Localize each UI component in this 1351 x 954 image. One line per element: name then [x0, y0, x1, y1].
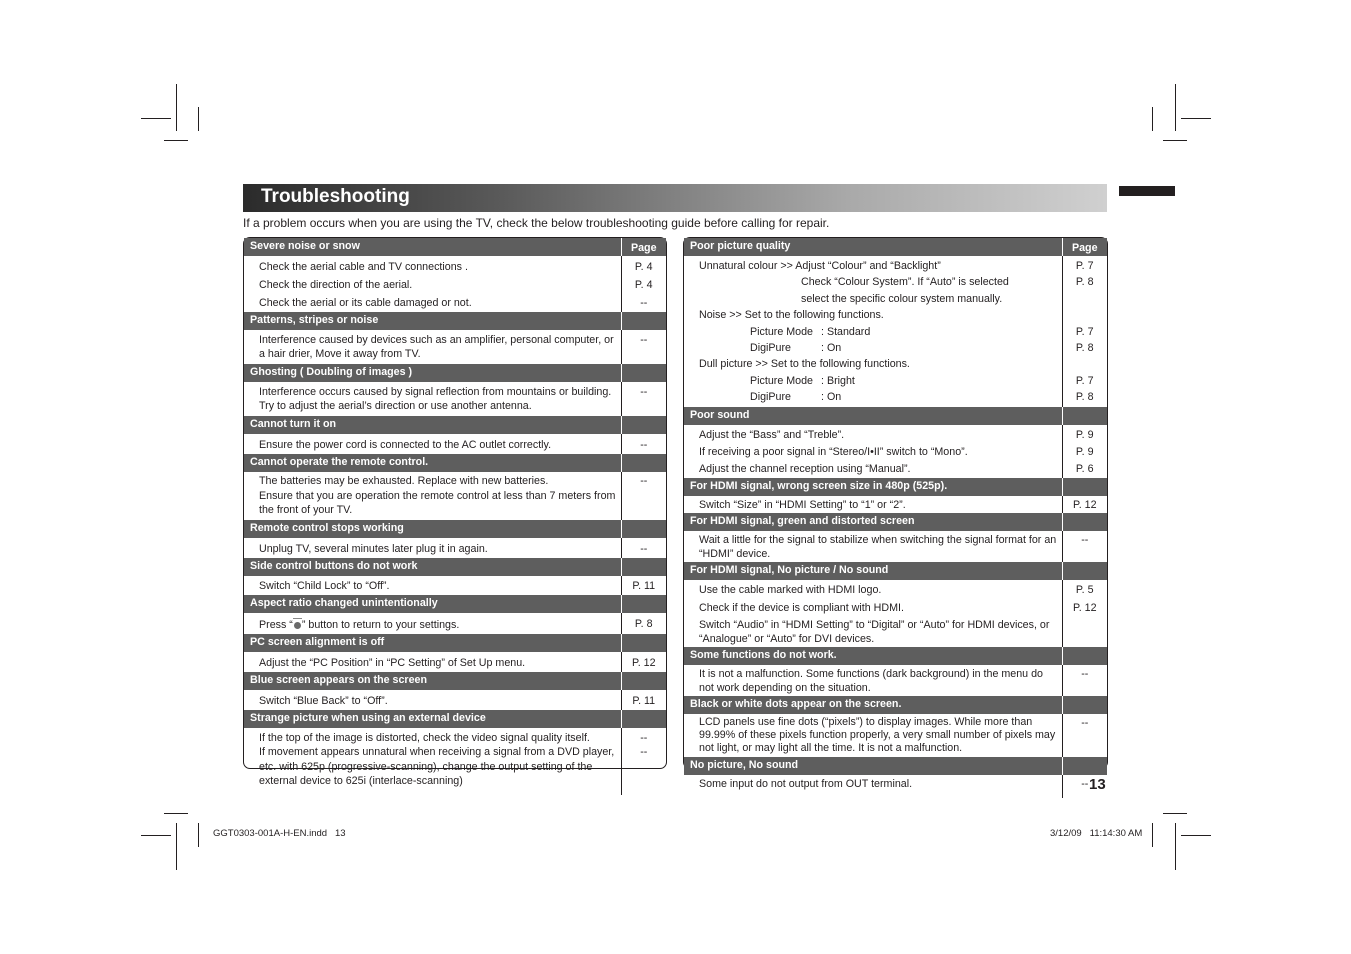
crop-mark — [1181, 118, 1211, 119]
table-row — [684, 775, 1107, 798]
row-text: Unnatural colour >> Adjust “Colour” and “Backlight” — [699, 260, 941, 272]
section-title: Ghosting ( Doubling of images ) — [244, 364, 621, 382]
row-page: -- — [1062, 531, 1107, 562]
table-row — [684, 665, 1107, 696]
row-text: If movement appears unnatural when receiving a signal from a DVD player, etc. with 625p (progressive-scanning), change the output setting of the external device to 625i (interlace-scanning) — [259, 746, 615, 787]
crop-mark — [141, 118, 171, 119]
table-row — [244, 294, 666, 312]
section-title: Some functions do not work. — [684, 647, 1062, 665]
section-header — [684, 407, 1107, 425]
section-title: Blue screen appears on the screen — [244, 672, 621, 690]
row-text: Adjust the channel reception using “Manual”. — [699, 462, 911, 475]
footer-filename: GGT0303-001A-H-EN.indd 13 — [213, 828, 346, 839]
section-header — [684, 513, 1107, 531]
section-header — [684, 562, 1107, 580]
page-number: 13 — [1089, 776, 1106, 793]
section-header — [244, 634, 666, 652]
table-row — [244, 576, 666, 595]
section-title: Strange picture when using an external device — [244, 710, 621, 728]
row-page: -- — [640, 746, 648, 758]
row-text: It is not a malfunction. Some functions (dark background) in the menu do not work depending on the situation. — [699, 667, 1043, 694]
section-title: Cannot turn it on — [244, 416, 621, 434]
section-title: Side control buttons do not work — [244, 558, 621, 576]
crop-mark — [1163, 813, 1187, 814]
page-column-header: Page — [621, 238, 666, 256]
section-header — [244, 238, 666, 256]
row-page: P. 9 — [1062, 444, 1107, 461]
row-text: If receiving a poor signal in “Stereo/I•II” switch to “Mono”. — [699, 445, 968, 458]
section-header — [244, 595, 666, 613]
section-header — [684, 238, 1107, 256]
section-header — [244, 364, 666, 382]
section-header — [244, 312, 666, 330]
row-text: Check “Colour System”. If “Auto” is selected — [801, 276, 1009, 289]
row-text: Switch “Blue Back” to “Off”. — [259, 695, 388, 707]
section-title: For HDMI signal, No picture / No sound — [684, 562, 1062, 580]
table-row — [244, 538, 666, 558]
table-row — [684, 256, 1107, 407]
table-row — [244, 382, 666, 416]
row-page: -- — [621, 382, 666, 416]
section-title: No picture, No sound — [684, 757, 1062, 775]
row-page: -- — [621, 538, 666, 558]
row-text: Switch “Audio” in “HDMI Setting” to “Digital” or “Auto” for HDMI devices, or “Analogue” or “Auto” for DVI devices. — [699, 618, 1050, 645]
crop-mark — [1152, 823, 1153, 847]
row-text: Ensure that you are operation the remote control at less than 7 meters from the front of your TV. — [259, 490, 616, 516]
section-title: Remote control stops working — [244, 520, 621, 538]
row-value: : Standard — [821, 325, 871, 338]
table-row — [684, 714, 1107, 757]
row-page: P. 8 — [1075, 391, 1094, 404]
zoom-button-icon — [293, 618, 302, 629]
row-text: LCD panels use fine dots (“pixels”) to display images. While more than 99.99% of these pixels function properly, a very small number of pixels may not light, or may light all the time. It is not a malfunction. — [699, 715, 1056, 754]
row-text: Noise >> Set to the following functions. — [699, 309, 884, 322]
crop-mark — [176, 823, 177, 870]
row-label: DigiPure — [750, 391, 791, 404]
row-label: Picture Mode — [750, 325, 813, 338]
section-title: For HDMI signal, wrong screen size in 480p (525p). — [684, 478, 1062, 496]
section-header — [684, 696, 1107, 714]
section-title: Aspect ratio changed unintentionally — [244, 595, 621, 613]
crop-mark — [164, 813, 188, 814]
row-page: -- — [621, 434, 666, 454]
section-title: Poor picture quality — [684, 238, 1062, 256]
crop-mark — [176, 84, 177, 131]
row-text: If the top of the image is distorted, check the video signal quality itself. — [259, 732, 590, 744]
row-page: P. 6 — [1062, 461, 1107, 478]
row-page: P. 11 — [621, 576, 666, 595]
row-value: : Bright — [821, 374, 855, 387]
row-text: Adjust the “PC Position” in “PC Setting” of Set Up menu. — [259, 657, 526, 669]
footer-timestamp: 3/12/09 11:14:30 AM — [1050, 828, 1143, 839]
row-text: Switch “Child Lock” to “Off”. — [259, 580, 390, 592]
section-header — [684, 478, 1107, 496]
row-page: P. 12 — [1062, 496, 1107, 513]
section-header — [244, 520, 666, 538]
table-row — [684, 617, 1107, 647]
row-text: Dull picture >> Set to the following functions. — [699, 358, 910, 371]
row-page: P. 12 — [621, 652, 666, 672]
row-page: P. 4 — [621, 256, 666, 276]
row-page: P. 7 — [1075, 374, 1094, 387]
table-row — [244, 256, 666, 276]
table-row — [244, 690, 666, 710]
table-row — [244, 728, 666, 795]
crop-mark — [1175, 823, 1176, 870]
section-title: Severe noise or snow — [244, 238, 621, 256]
row-text: Switch “Size” in “HDMI Setting” to “1” or “2”. — [699, 498, 906, 511]
row-page — [1062, 617, 1107, 647]
row-text: The batteries may be exhausted. Replace with new batteries. — [259, 475, 549, 487]
crop-mark — [198, 823, 199, 847]
table-row — [684, 425, 1107, 444]
section-title: Patterns, stripes or noise — [244, 312, 621, 330]
row-page: -- — [1062, 775, 1107, 798]
row-value: : On — [821, 391, 842, 404]
row-page: P. 5 — [1062, 580, 1107, 599]
table-row — [684, 531, 1107, 562]
row-text: Check the direction of the aerial. — [259, 279, 413, 291]
page-column-header: Page — [1062, 238, 1107, 256]
row-text: Press “ — [259, 619, 293, 631]
row-page: P. 12 — [1062, 599, 1107, 617]
table-row — [244, 613, 666, 634]
left-troubleshooting-table — [243, 237, 667, 787]
section-header — [244, 672, 666, 690]
section-header — [244, 558, 666, 576]
section-header — [684, 757, 1107, 775]
crop-mark — [198, 107, 199, 131]
table-row — [684, 496, 1107, 513]
row-text: ” button to return to your settings. — [301, 619, 460, 631]
row-page: P. 9 — [1062, 425, 1107, 444]
row-text: Some input do not output from OUT terminal. — [699, 777, 913, 790]
table-row — [244, 276, 666, 294]
section-header — [244, 454, 666, 472]
row-text: Ensure the power cord is connected to the AC outlet correctly. — [259, 439, 552, 451]
row-page: P. 11 — [621, 690, 666, 710]
intro-text: If a problem occurs when you are using the TV, check the below troubleshooting guide before calling for repair. — [243, 216, 830, 230]
crop-mark — [1175, 84, 1176, 131]
row-text: Check the aerial or its cable damaged or not. — [259, 297, 472, 309]
row-text: Interference caused by devices such as an amplifier, personal computer, or a hair drier, Move it away from TV. — [259, 334, 614, 360]
row-page: P. 7 — [1075, 260, 1094, 272]
row-text: Use the cable marked with HDMI logo. — [699, 583, 882, 596]
row-page: -- — [640, 732, 648, 744]
row-text: select the specific colour system manually. — [801, 292, 1003, 305]
row-label: DigiPure — [750, 342, 791, 355]
row-page: -- — [621, 294, 666, 312]
row-page: P. 8 — [1075, 276, 1094, 289]
row-text: Check if the device is compliant with HDMI. — [699, 601, 904, 614]
section-title: Cannot operate the remote control. — [244, 454, 621, 472]
title-bar — [243, 184, 1107, 212]
crop-mark — [141, 835, 171, 836]
table-row — [244, 330, 666, 364]
page-title: Troubleshooting — [261, 186, 410, 207]
table-row — [244, 472, 666, 520]
crop-mark — [164, 140, 188, 141]
section-tab-marker — [1119, 186, 1175, 196]
table-row — [684, 599, 1107, 617]
row-page: P. 8 — [621, 613, 666, 634]
row-value: : On — [821, 342, 842, 355]
row-text: Adjust the “Bass” and “Treble”. — [699, 428, 845, 441]
section-title: Poor sound — [684, 407, 1062, 425]
row-text: Unplug TV, several minutes later plug it in again. — [259, 543, 488, 555]
row-page: -- — [621, 330, 666, 364]
section-title: Black or white dots appear on the screen. — [684, 696, 1062, 714]
section-header — [244, 416, 666, 434]
row-page: P. 8 — [1075, 342, 1094, 355]
section-header — [684, 647, 1107, 665]
table-row — [684, 461, 1107, 478]
section-header — [244, 710, 666, 728]
crop-mark — [1181, 835, 1211, 836]
crop-mark — [1163, 140, 1187, 141]
table-row — [244, 434, 666, 454]
section-title: For HDMI signal, green and distorted screen — [684, 513, 1062, 531]
table-row — [684, 444, 1107, 461]
row-text: Interference occurs caused by signal reflection from mountains or building. Try to adjust the aerial’s direction or use another antenna. — [259, 386, 612, 412]
row-label: Picture Mode — [750, 374, 813, 387]
row-text: Wait a little for the signal to stabilize when switching the signal format for an “HDMI” device. — [699, 533, 1057, 560]
crop-mark — [1152, 107, 1153, 131]
row-page: P. 4 — [621, 276, 666, 294]
section-title: PC screen alignment is off — [244, 634, 621, 652]
row-page: -- — [1062, 665, 1107, 696]
row-text: Check the aerial cable and TV connections . — [259, 261, 468, 273]
table-row — [684, 580, 1107, 599]
table-row — [244, 652, 666, 672]
row-page: P. 7 — [1075, 325, 1094, 338]
row-page: -- — [621, 472, 666, 520]
row-page: -- — [1062, 714, 1107, 757]
